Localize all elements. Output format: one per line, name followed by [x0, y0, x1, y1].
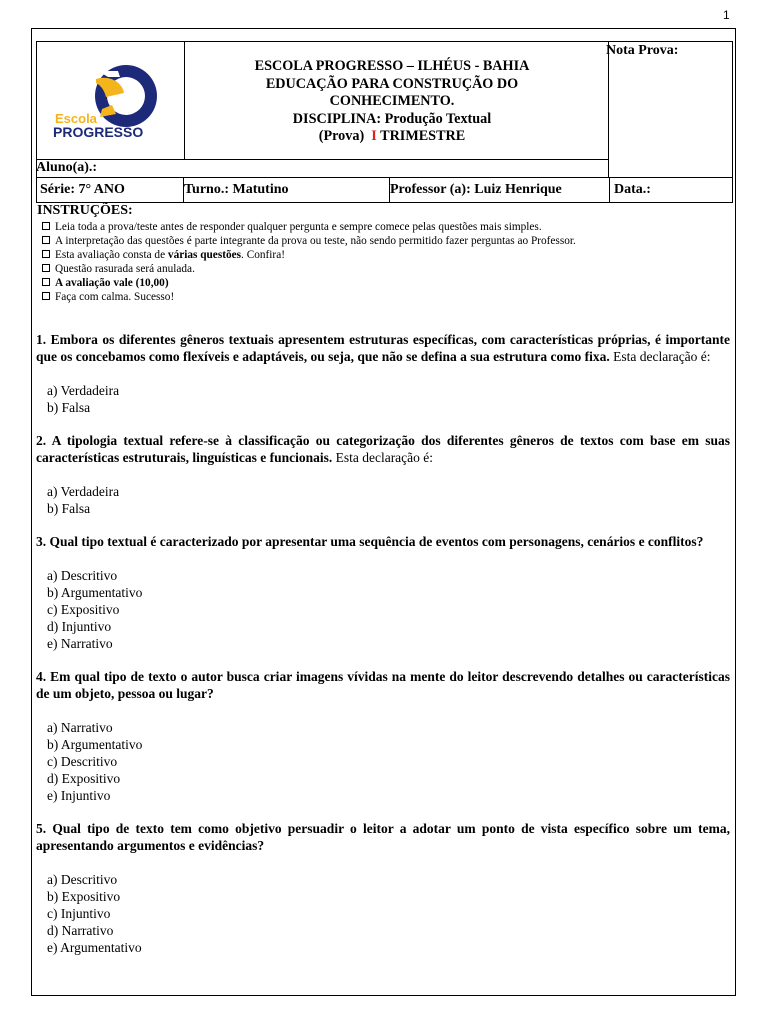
answer-option[interactable]: c) Expositivo [47, 602, 120, 617]
question-text: 4. Em qual tipo de texto o autor busca criar imagens vívidas na mente do leitor descrevendo detalhes ou características de um objeto, pessoa ou lugar? [36, 669, 730, 701]
checkbox-icon [42, 222, 50, 230]
header-top-border [36, 41, 733, 42]
school-motto-2: CONHECIMENTO. [329, 93, 455, 109]
logo-text-bottom: PROGRESSO [53, 124, 144, 140]
term-roman: I [371, 128, 377, 144]
page-number: 1 [723, 8, 730, 22]
checkbox-icon [42, 236, 50, 244]
cell-divider-3 [609, 177, 610, 202]
instruction-item [42, 248, 576, 262]
answer-option[interactable]: e) Narrativo [47, 636, 113, 651]
instruction-text: A avaliação vale (10,00) [55, 277, 169, 290]
serie-cell: Série: 7° ANO [40, 182, 125, 197]
instruction-item [42, 262, 576, 276]
question-suffix: Esta declaração é: [609, 349, 711, 364]
answer-option[interactable]: c) Injuntivo [47, 906, 111, 921]
question-2-options [36, 483, 730, 517]
aluno-bottom-line [36, 177, 733, 178]
turno-cell: Turno.: Matutino [184, 182, 289, 197]
question-1 [36, 331, 730, 365]
school-motto-1: EDUCAÇÃO PARA CONSTRUÇÃO DO [265, 75, 519, 92]
title-bottom-line [36, 159, 608, 160]
checkbox-icon [42, 278, 50, 286]
header-left-border [36, 41, 37, 203]
question-5 [36, 820, 730, 854]
question-4 [36, 668, 730, 702]
instructions-title: INSTRUÇÕES: [37, 203, 133, 218]
answer-option[interactable]: d) Narrativo [47, 923, 114, 938]
school-name: ESCOLA PROGRESSO – ILHÉUS - BAHIA [254, 58, 530, 74]
instruction-text: A interpretação das questões é parte integrante da prova ou teste, não sendo permitido fazer perguntas ao Professor. [55, 235, 576, 248]
info-row-bottom-line [36, 202, 733, 203]
instruction-text: Esta avaliação consta de [55, 249, 168, 262]
answer-option[interactable]: a) Narrativo [47, 720, 113, 735]
question-5-options [36, 871, 730, 956]
question-text: 3. Qual tipo textual é caracterizado por apresentar uma sequência de eventos com personagens, cenários e conflitos? [36, 534, 704, 549]
logo-divider [184, 41, 185, 159]
question-2 [36, 432, 730, 466]
subject: DISCIPLINA: Produção Textual [292, 110, 492, 127]
answer-option[interactable]: e) Argumentativo [47, 940, 142, 955]
data-cell: Data.: [614, 182, 651, 197]
checkbox-icon [42, 292, 50, 300]
aluno-label: Aluno(a).: [36, 160, 98, 175]
logo-text-top: Escola [55, 111, 97, 126]
answer-option[interactable]: b) Falsa [47, 400, 91, 415]
instruction-item [42, 276, 576, 290]
question-text: 5. Qual tipo de texto tem como objetivo persuadir o leitor a adotar um ponto de vista específico sobre um tema, apresentando argumentos e evidências? [36, 821, 730, 853]
instruction-text: Faça com calma. Sucesso! [55, 291, 175, 304]
instruction-bold: várias questões [167, 249, 242, 262]
question-suffix: Esta declaração é: [332, 450, 434, 465]
answer-option[interactable]: b) Falsa [47, 501, 91, 516]
term-label: TRIMESTRE [376, 128, 466, 144]
school-logo [48, 57, 168, 147]
instructions-list [42, 220, 576, 305]
question-4-options [36, 719, 730, 804]
exam-term [205, 128, 579, 146]
answer-option[interactable]: a) Descritivo [47, 872, 118, 887]
instruction-item [42, 220, 576, 234]
instruction-text: . Confira! [241, 249, 285, 262]
answer-option[interactable]: d) Injuntivo [47, 619, 112, 634]
checkbox-icon [42, 250, 50, 258]
answer-option[interactable]: a) Descritivo [47, 568, 118, 583]
instruction-text: Questão rasurada será anulada. [55, 263, 195, 276]
school-heading [205, 58, 579, 146]
question-3 [36, 533, 730, 550]
answer-option[interactable]: d) Expositivo [47, 771, 121, 786]
answer-option[interactable]: a) Verdadeira [47, 484, 120, 499]
question-1-options [36, 382, 730, 416]
logo-emblem-icon [48, 57, 168, 147]
answer-option[interactable]: e) Injuntivo [47, 788, 111, 803]
instruction-item [42, 234, 576, 248]
instruction-item [42, 290, 576, 304]
instruction-text: Leia toda a prova/teste antes de responder qualquer pergunta e sempre comece pelas questões mais simples. [55, 221, 542, 233]
answer-option[interactable]: b) Argumentativo [47, 737, 143, 752]
question-text: 2. A tipologia textual refere-se à classificação ou categorização dos diferentes gêneros de textos com base em suas características estruturais, linguísticas e funcionais. [36, 433, 730, 465]
professor-cell: Professor (a): Luiz Henrique [390, 182, 562, 197]
header-right-border [732, 41, 733, 203]
question-text: 1. Embora os diferentes gêneros textuais apresentem estruturas específicas, com características próprias, é importante que os concebamos como flexíveis e adaptáveis, ou seja, que não se defina a sua estrutura como fixa. [36, 332, 730, 364]
answer-option[interactable]: b) Expositivo [47, 889, 121, 904]
answer-option[interactable]: a) Verdadeira [47, 383, 120, 398]
nota-divider [608, 41, 609, 178]
question-3-options [36, 567, 730, 652]
checkbox-icon [42, 264, 50, 272]
questions [36, 331, 730, 956]
exam-type: (Prova) [318, 128, 372, 144]
answer-option[interactable]: b) Argumentativo [47, 585, 143, 600]
answer-option[interactable]: c) Descritivo [47, 754, 118, 769]
nota-prova-label: Nota Prova: [606, 43, 679, 58]
